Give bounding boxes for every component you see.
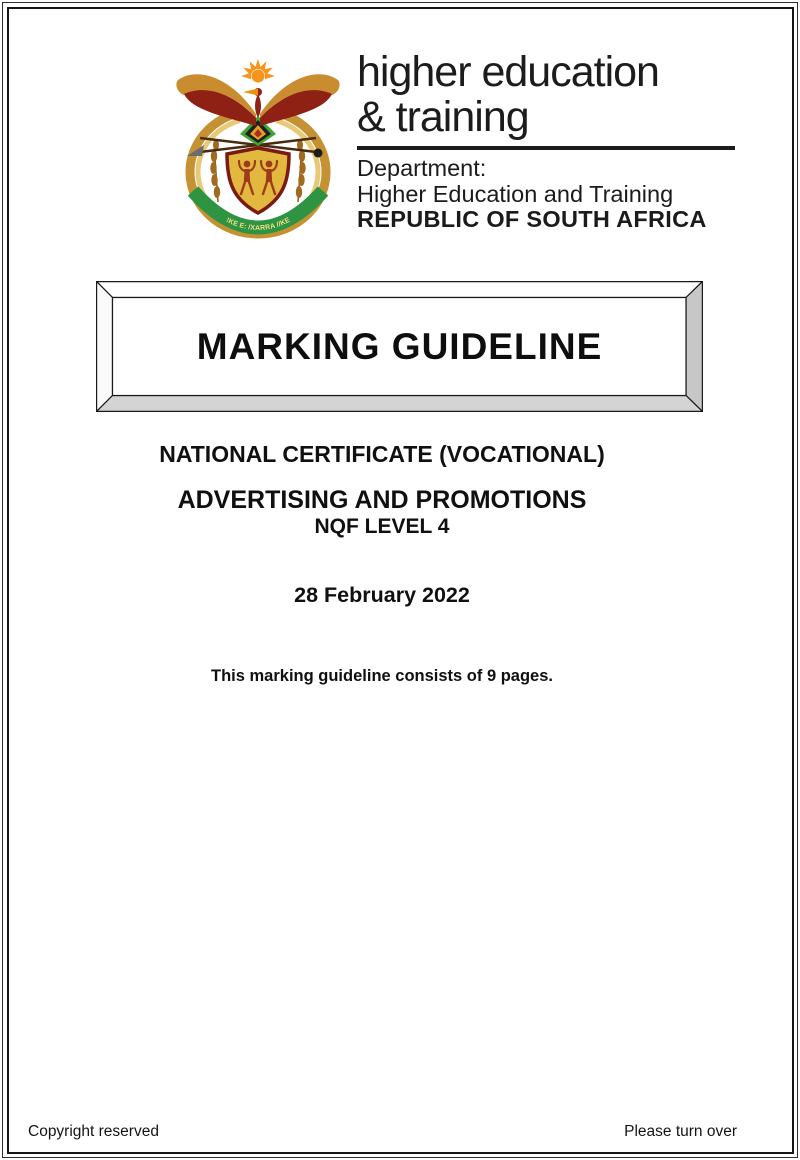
dhet-wordmark: [357, 50, 659, 140]
coat-of-arms-icon: [170, 52, 346, 242]
sun-emblem: [241, 59, 275, 83]
pages-note: This marking guideline consists of 9 pages.: [211, 667, 553, 685]
motto-text: !KE E: /XARRA //KE: [224, 216, 292, 233]
wordmark-line1: higher education: [357, 48, 659, 96]
subject-heading: ADVERTISING AND PROMOTIONS: [177, 486, 587, 514]
country-name: REPUBLIC OF SOUTH AFRICA: [357, 206, 707, 232]
footer-copyright: Copyright reserved: [28, 1123, 159, 1140]
nqf-level: NQF LEVEL 4: [314, 515, 450, 538]
certificate-heading: NATIONAL CERTIFICATE (VOCATIONAL): [159, 441, 605, 467]
department-label: Department:: [357, 155, 487, 181]
marking-guideline-box: [96, 281, 703, 412]
header-rule: [357, 146, 735, 150]
exam-date: 28 February 2022: [294, 583, 470, 607]
page-footer: [28, 1123, 737, 1141]
footer-turn-over: Please turn over: [624, 1123, 737, 1140]
department-block: [357, 156, 707, 233]
shield: [227, 148, 289, 213]
department-name: Higher Education and Training: [357, 180, 674, 207]
wordmark-line2: & training: [357, 93, 529, 141]
page-title: MARKING GUIDELINE: [196, 325, 603, 367]
